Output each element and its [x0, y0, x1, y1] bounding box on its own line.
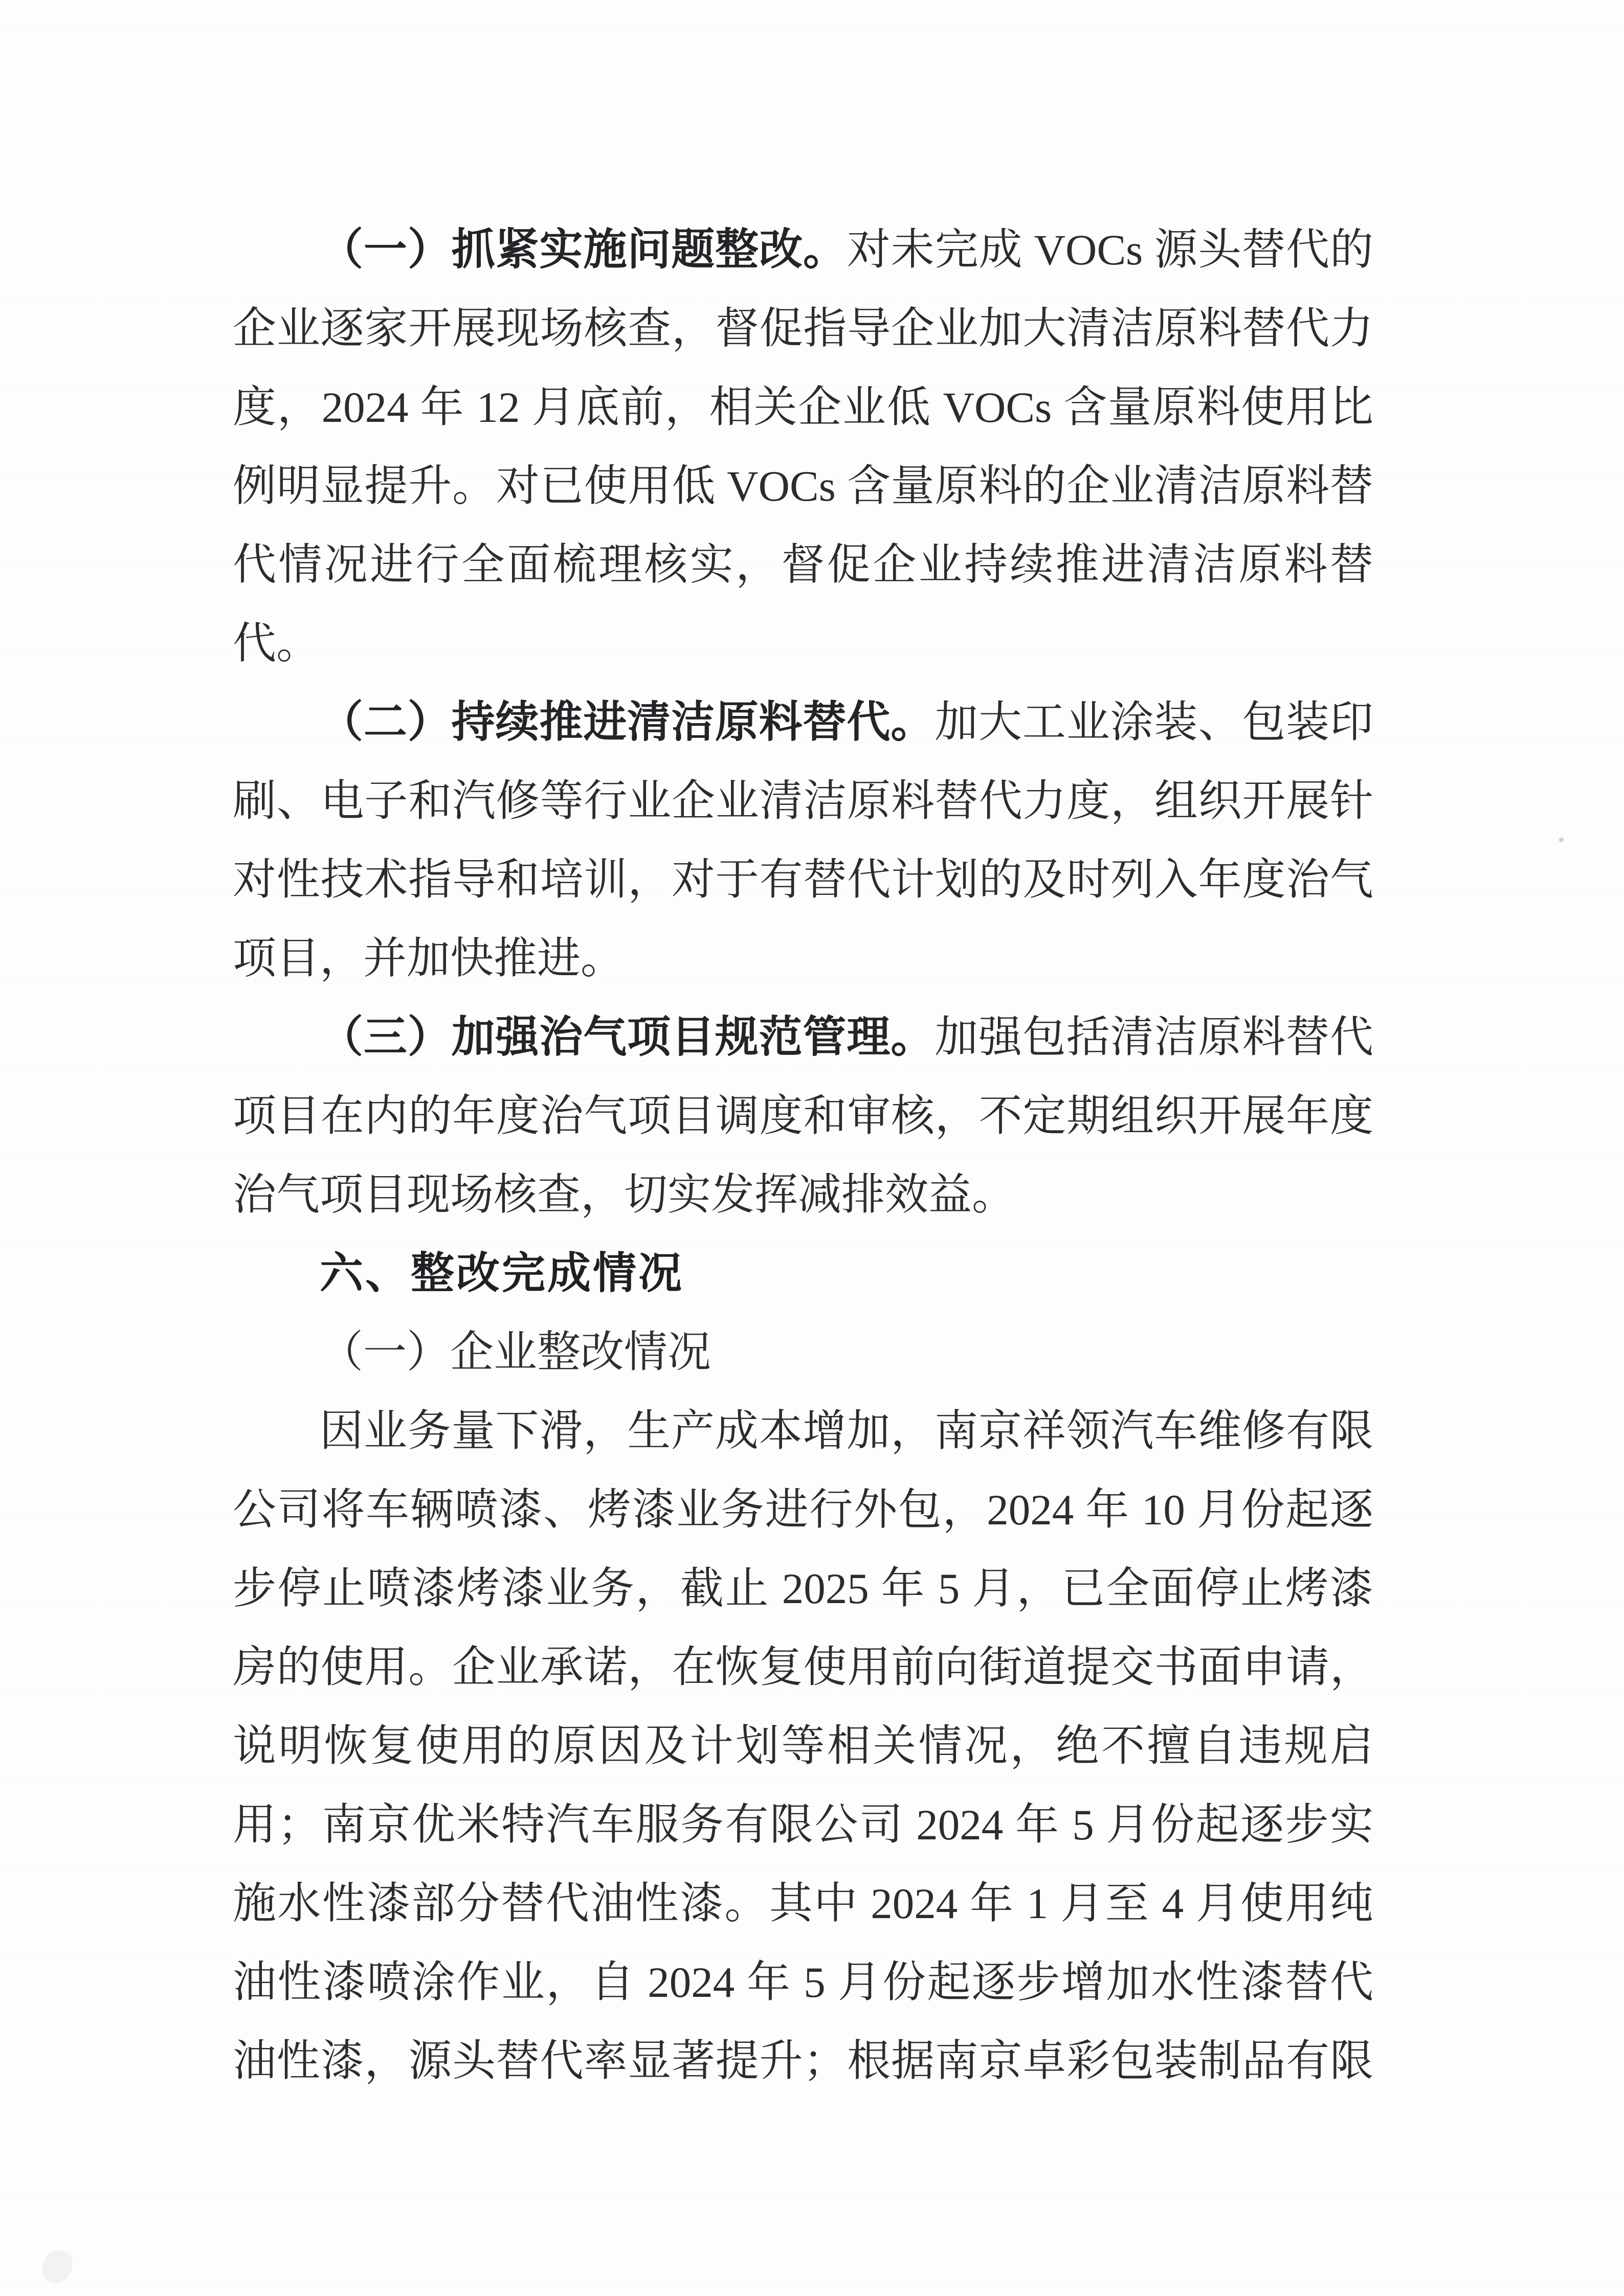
paragraph-lead-bold: （三）加强治气项目规范管理。	[320, 1014, 935, 1062]
text-line	[233, 1943, 1373, 2022]
line-text-segment: 油性漆喷涂作业，自 2024 年 5 月份起逐步增加水性漆替代	[233, 1959, 1373, 2007]
line-text-segment: 度，2024 年 12 月底前，相关企业低 VOCs 含量原料使用比	[233, 384, 1373, 432]
text-line	[233, 289, 1373, 368]
text-line	[233, 1392, 1373, 1471]
line-text-segment: 代。	[233, 620, 320, 668]
line-text-segment: 例明显提升。对已使用低 VOCs 含量原料的企业清洁原料替	[233, 462, 1373, 510]
text-line	[233, 526, 1373, 604]
paragraph-lead-bold: （一）抓紧实施问题整改。	[320, 226, 847, 274]
line-text-segment: 房的使用。企业承诺，在恢复使用前向街道提交书面申请，	[233, 1644, 1373, 1692]
document-text-block	[233, 211, 1373, 2101]
section-heading	[233, 1234, 1373, 1313]
text-line	[233, 1549, 1373, 1628]
line-text-segment: 对未完成 VOCs 源头替代的	[847, 226, 1373, 274]
line-text-segment: 用；南京优米特汽车服务有限公司 2024 年 5 月份起逐步实	[233, 1801, 1373, 1849]
text-line	[233, 368, 1373, 447]
text-line	[233, 2022, 1373, 2101]
text-line	[233, 447, 1373, 526]
line-text-segment: 治气项目现场核查，切实发挥减排效益。	[233, 1171, 1016, 1219]
text-line	[233, 1707, 1373, 1786]
line-text-segment: 公司将车辆喷漆、烤漆业务进行外包，2024 年 10 月份起逐	[233, 1486, 1373, 1534]
text-line	[233, 919, 1373, 998]
text-line	[233, 762, 1373, 841]
text-line	[233, 683, 1373, 762]
text-line	[233, 1077, 1373, 1156]
line-text-segment: 代情况进行全面梳理核实，督促企业持续推进清洁原料替	[233, 541, 1373, 589]
line-text-segment: 施水性漆部分替代油性漆。其中 2024 年 1 月至 4 月使用纯	[233, 1880, 1373, 1928]
line-text-segment: 油性漆，源头替代率显著提升；根据南京卓彩包装制品有限	[233, 2037, 1373, 2085]
line-text-segment: 加强包括清洁原料替代	[935, 1014, 1373, 1062]
text-line	[233, 211, 1373, 289]
line-text-segment: 步停止喷漆烤漆业务，截止 2025 年 5 月，已全面停止烤漆	[233, 1565, 1373, 1613]
text-line	[233, 841, 1373, 919]
text-line	[233, 1628, 1373, 1707]
line-text-segment: 项目在内的年度治气项目调度和审核，不定期组织开展年度	[233, 1092, 1373, 1140]
line-text-segment: 刷、电子和汽修等行业企业清洁原料替代力度，组织开展针	[233, 777, 1373, 825]
text-line	[233, 1864, 1373, 1943]
scan-speck	[1559, 838, 1564, 842]
line-text-segment: 因业务量下滑，生产成本增加，南京祥领汽车维修有限	[320, 1407, 1373, 1455]
subsection-heading-text: （一）企业整改情况	[320, 1329, 711, 1377]
subsection-heading	[233, 1313, 1373, 1392]
text-line	[233, 1786, 1373, 1864]
line-text-segment: 项目，并加快推进。	[233, 935, 625, 983]
text-line	[233, 1156, 1373, 1234]
paragraph-lead-bold: （二）持续推进清洁原料替代。	[320, 699, 935, 747]
line-text-segment: 企业逐家开展现场核查，督促指导企业加大清洁原料替代力	[233, 305, 1373, 353]
line-text-segment: 说明恢复使用的原因及计划等相关情况，绝不擅自违规启	[233, 1722, 1373, 1770]
text-line	[233, 604, 1373, 683]
text-line	[233, 1471, 1373, 1549]
line-text-segment: 对性技术指导和培训，对于有替代计划的及时列入年度治气	[233, 856, 1373, 904]
section-heading-text: 六、整改完成情况	[320, 1249, 684, 1298]
line-text-segment: 加大工业涂装、包装印	[935, 699, 1373, 747]
text-line	[233, 998, 1373, 1077]
